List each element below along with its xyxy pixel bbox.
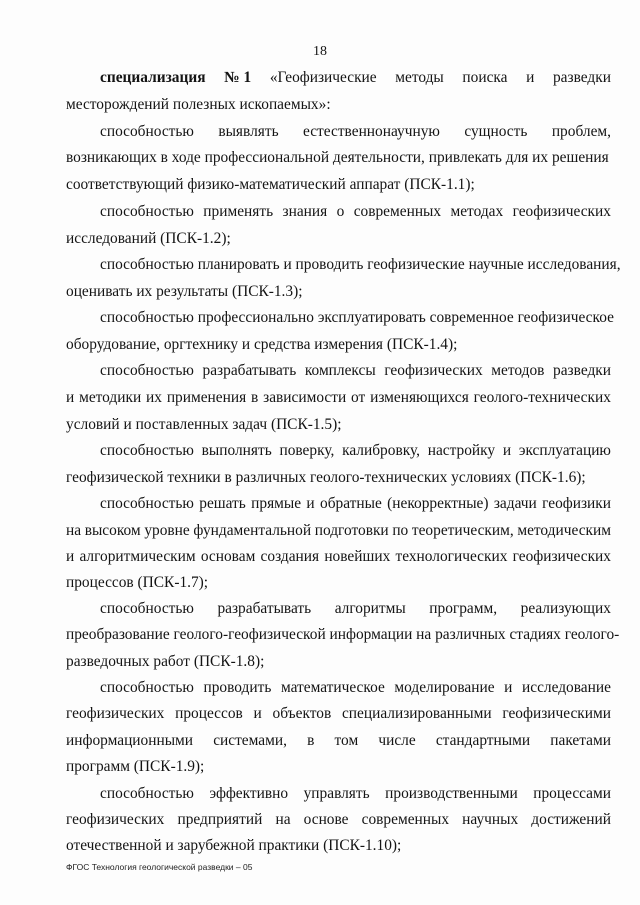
text-line xyxy=(66,97,611,112)
text-fragment: № 1 xyxy=(224,69,252,86)
text-fragment: методах xyxy=(450,203,504,220)
text-fragment: по xyxy=(392,522,409,539)
text-fragment: прямые xyxy=(251,495,302,512)
text-fragment: эксплуатацию xyxy=(518,442,611,459)
text-fragment: специализация xyxy=(100,69,206,86)
text-fragment: знания xyxy=(282,203,328,220)
text-fragment: математическое xyxy=(280,679,385,696)
text-fragment: способностью xyxy=(100,362,194,379)
text-fragment: методическим xyxy=(517,522,611,539)
text-fragment: проводить xyxy=(203,679,272,696)
text-fragment: настройку xyxy=(427,442,496,459)
text-line xyxy=(66,654,611,669)
text-fragment: числе xyxy=(378,732,416,749)
text-fragment: разведочных работ (ПСК-1.8); xyxy=(66,653,265,670)
text-fragment: в xyxy=(307,732,315,749)
text-fragment: способностью профессионально эксплуатировать современное геофизическое xyxy=(100,309,614,326)
page-number: 18 xyxy=(313,44,327,59)
text-fragment: способностью xyxy=(100,123,194,140)
text-fragment: программ, xyxy=(429,600,498,617)
text-fragment: создания xyxy=(260,548,320,565)
text-fragment: соответствующий физико-математический аппарат (ПСК-1.1); xyxy=(66,176,475,193)
text-fragment: производственными xyxy=(385,785,518,802)
text-fragment: условий и поставленных задач (ПСК-1.5); xyxy=(66,416,342,433)
text-fragment: их xyxy=(146,389,162,406)
text-fragment: естественнонаучную xyxy=(303,123,440,140)
text-fragment: геофизики xyxy=(542,495,611,512)
text-fragment: и xyxy=(253,705,262,722)
text-fragment: геофизическими xyxy=(502,705,611,722)
text-fragment: разведки xyxy=(552,69,611,86)
text-fragment: новейших xyxy=(324,548,391,565)
text-fragment: фундаментальной xyxy=(193,522,312,539)
text-fragment: (некорректные) xyxy=(387,495,489,512)
text-fragment: на xyxy=(275,811,291,828)
text-line xyxy=(100,70,611,85)
text-fragment: преобразование геолого-геофизической информации на различных стадиях геолого- xyxy=(66,626,620,643)
text-fragment: системами, xyxy=(213,732,287,749)
text-line xyxy=(66,470,611,485)
text-fragment: достижений xyxy=(531,811,611,828)
text-fragment: исследований (ПСК-1.2); xyxy=(66,230,231,247)
text-line xyxy=(100,363,611,378)
text-fragment: теоретическим, xyxy=(411,522,514,539)
text-fragment: современных xyxy=(353,203,442,220)
text-fragment: отечественной и зарубежной практики (ПСК-1.10); xyxy=(66,837,402,854)
text-fragment: сущность xyxy=(464,123,528,140)
text-line xyxy=(100,680,611,695)
text-fragment: обратные xyxy=(320,495,382,512)
text-fragment: объектов xyxy=(272,705,332,722)
text-fragment: разрабатывать xyxy=(202,362,297,379)
text-fragment: процессами xyxy=(533,785,611,802)
text-fragment: оборудование, оргтехнику и средства измерения (ПСК-1.4); xyxy=(66,336,458,353)
text-fragment: возникающих в ходе профессиональной деятельности, привлекать для их решения xyxy=(66,149,609,166)
text-fragment: способностью xyxy=(100,203,194,220)
text-fragment: проблем, xyxy=(551,123,611,140)
text-fragment: геофизических xyxy=(66,705,165,722)
text-fragment: научных xyxy=(462,811,519,828)
text-fragment: том xyxy=(334,732,359,749)
text-fragment: геофизических xyxy=(384,362,483,379)
text-line xyxy=(100,124,611,139)
text-fragment: изменяющихся xyxy=(370,389,469,406)
text-line xyxy=(100,786,611,801)
text-fragment: и xyxy=(66,389,75,406)
text-fragment: в xyxy=(251,389,259,406)
text-line xyxy=(100,601,611,616)
text-fragment: управлять xyxy=(303,785,370,802)
text-fragment: и xyxy=(526,69,535,86)
text-fragment: применения xyxy=(166,389,247,406)
text-fragment: применять xyxy=(203,203,274,220)
text-fragment: разрабатывать xyxy=(217,600,312,617)
text-line xyxy=(66,284,611,299)
text-fragment: уровне xyxy=(144,522,190,539)
text-fragment: и xyxy=(504,679,513,696)
text-line xyxy=(66,150,611,165)
text-fragment: моделирование xyxy=(394,679,495,696)
text-line xyxy=(66,575,611,590)
text-line xyxy=(66,812,611,827)
text-fragment: и xyxy=(66,548,75,565)
text-line xyxy=(66,177,611,192)
text-fragment: алгоритмы xyxy=(334,600,406,617)
text-fragment: информационными xyxy=(66,732,194,749)
text-fragment: от xyxy=(351,389,366,406)
text-fragment: задачи xyxy=(493,495,537,512)
footer-text: ФГОС Технология геологической разведки – 05 xyxy=(66,862,253,872)
text-fragment: решать xyxy=(199,495,246,512)
text-fragment: и xyxy=(306,495,315,512)
text-fragment: геофизических xyxy=(66,811,165,828)
text-fragment: «Геофизические xyxy=(269,69,377,86)
text-fragment: способностью xyxy=(100,442,194,459)
text-fragment: основе xyxy=(303,811,349,828)
text-line xyxy=(66,626,620,643)
text-fragment: технологических xyxy=(395,548,508,565)
text-fragment: способностью xyxy=(100,785,194,802)
text-fragment: поверку, xyxy=(279,442,335,459)
text-fragment: пакетами xyxy=(550,732,611,749)
text-fragment: способностью xyxy=(100,600,194,617)
text-fragment: реализующих xyxy=(520,600,611,617)
text-fragment: оценивать их результаты (ПСК-1.3); xyxy=(66,283,303,300)
text-line xyxy=(100,309,614,326)
text-fragment: выполнять xyxy=(201,442,272,459)
text-fragment: методы xyxy=(395,69,444,86)
text-line xyxy=(66,759,611,774)
text-fragment: процессов (ПСК-1.7); xyxy=(66,574,209,591)
text-fragment: программ (ПСК-1.9); xyxy=(66,758,205,775)
text-fragment: о xyxy=(336,203,345,220)
text-fragment: процессов xyxy=(175,705,243,722)
text-line xyxy=(66,733,611,748)
text-line xyxy=(100,204,611,219)
text-fragment: выявлять xyxy=(218,123,279,140)
text-fragment: стандартными xyxy=(435,732,531,749)
text-line xyxy=(66,706,611,721)
text-fragment: специализированными xyxy=(341,705,492,722)
text-fragment: геофизических xyxy=(512,548,611,565)
text-line xyxy=(100,443,611,458)
text-fragment: способностью xyxy=(100,679,194,696)
text-line xyxy=(100,256,621,273)
text-fragment: калибровку, xyxy=(342,442,420,459)
text-fragment: предприятий xyxy=(177,811,263,828)
text-fragment: на xyxy=(66,522,82,539)
text-line xyxy=(66,417,611,432)
text-fragment: комплексы xyxy=(304,362,376,379)
text-line xyxy=(66,231,611,246)
text-fragment: подготовки xyxy=(314,522,389,539)
text-fragment: и xyxy=(502,442,512,459)
text-fragment: основам xyxy=(200,548,256,565)
text-line xyxy=(100,496,611,511)
text-fragment: методов xyxy=(491,362,545,379)
text-fragment: методики xyxy=(79,389,142,406)
text-line xyxy=(66,337,611,352)
text-fragment: алгоритмическим xyxy=(79,548,196,565)
text-fragment: поиска xyxy=(462,69,508,86)
text-line xyxy=(66,549,611,564)
text-line xyxy=(66,523,611,538)
text-line xyxy=(66,390,611,405)
text-fragment: эффективно xyxy=(209,785,289,802)
text-fragment: геофизических xyxy=(512,203,611,220)
text-fragment: разведки xyxy=(553,362,611,379)
text-fragment: способностью xyxy=(100,495,194,512)
text-fragment: современных xyxy=(361,811,450,828)
text-fragment: способностью планировать и проводить геофизические научные исследования, xyxy=(100,256,621,273)
text-fragment: исследование xyxy=(522,679,611,696)
text-fragment: высоком xyxy=(84,522,141,539)
text-fragment: зависимости xyxy=(263,389,347,406)
text-fragment: геолого-технических xyxy=(473,389,611,406)
text-fragment: месторождений полезных ископаемых»: xyxy=(66,96,331,113)
text-fragment: геофизической техники в различных геолого-технических условиях (ПСК-1.6); xyxy=(66,469,586,486)
text-line xyxy=(66,838,611,853)
